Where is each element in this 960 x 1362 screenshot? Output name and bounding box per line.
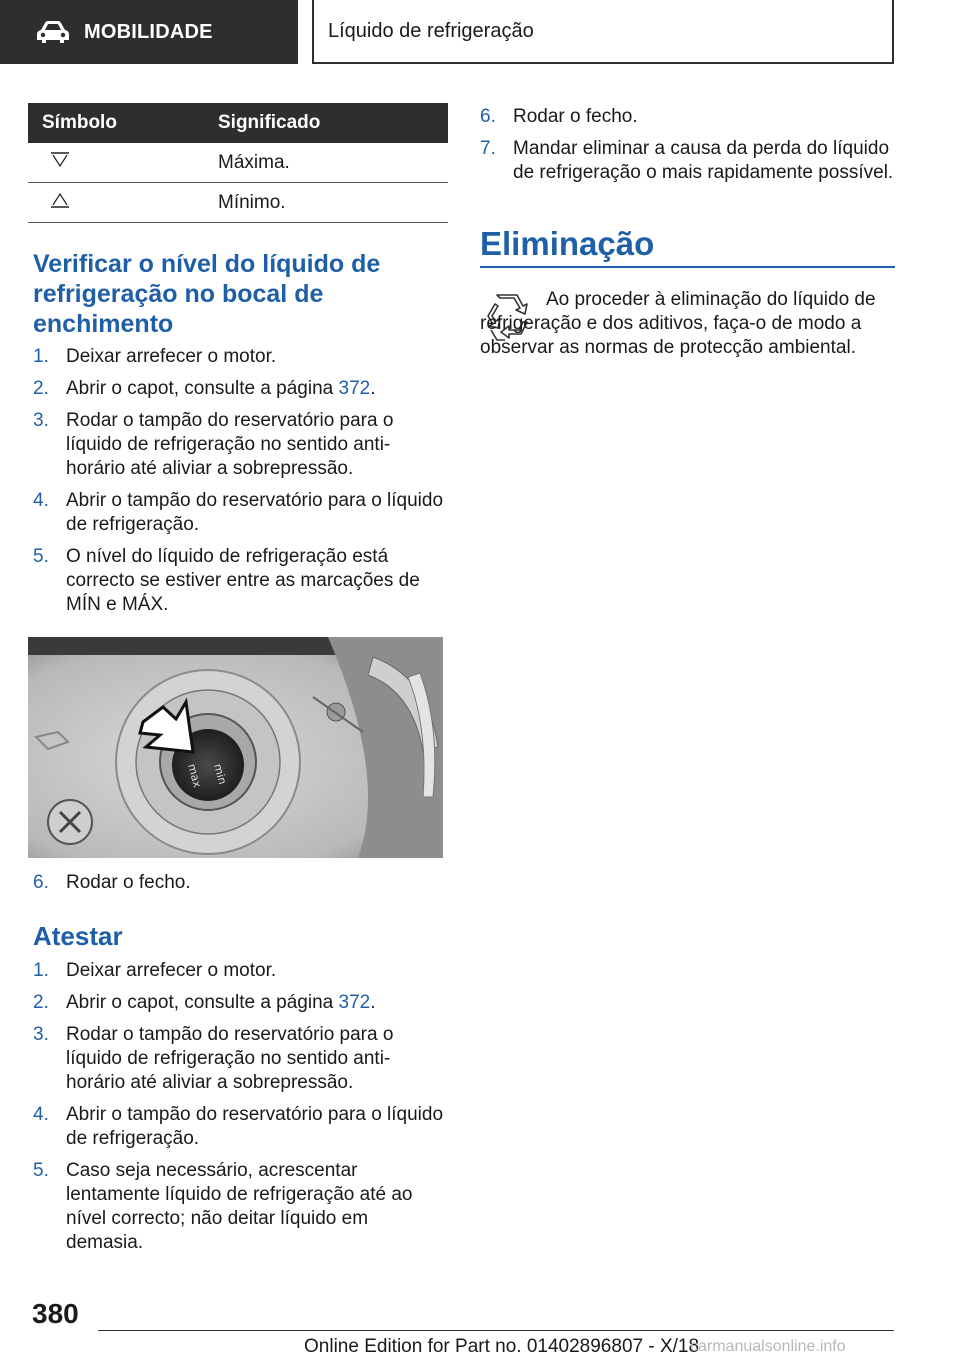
disposal-text: Ao proceder à eliminação do líquido de refrigeração e dos aditivos, faça-o de modo a observar as normas de protecção ambiental. (480, 289, 876, 358)
section-divider (480, 266, 895, 268)
list-item: 5. Caso seja necessário, acrescentar lentamente líquido de refrigeração até ao nível correcto; não deitar líquido em demasia. (33, 1160, 413, 1253)
header-chapter-tab (312, 0, 894, 64)
check-section-title: Verificar o nível do líquido de refrigeração no bocal de enchimento (33, 250, 381, 338)
watermark: carmanualsonline.info (690, 1338, 846, 1355)
page-number: 380 (32, 1298, 79, 1329)
fill-section-title: Atestar (33, 921, 123, 951)
car-icon (36, 20, 70, 44)
fill-steps-list (33, 959, 448, 1263)
list-item: 1. Deixar arrefecer o motor. (33, 960, 277, 981)
list-item: 6. Rodar o fecho. (33, 872, 191, 893)
list-item: 4. Abrir o tampão do reservatório para o líquido de refrigeração. (33, 490, 444, 535)
photo-max-label: max (185, 762, 204, 789)
min-mark-icon (50, 192, 70, 208)
list-item: 5. O nível do líquido de refrigeração está correcto se estiver entre as marcações de MÍN e MÁX. (33, 546, 420, 615)
header-chapter-title: Líquido de refrigeração (328, 19, 534, 42)
footer-edition: Online Edition for Part no. 01402896807 - X/18 (304, 1336, 700, 1357)
fill-steps-list-continued (480, 105, 895, 193)
list-item: 6. Rodar o fecho. (480, 106, 638, 127)
col-meaning-header: Significado (218, 112, 321, 133)
disposal-section-title: Eliminação (480, 225, 655, 262)
list-item: 2. Abrir o capot, consulte a página 372. (33, 378, 376, 399)
col-symbol-header: Símbolo (42, 112, 117, 133)
list-item: 1. Deixar arrefecer o motor. (33, 346, 277, 367)
list-item: 4. Abrir o tampão do reservatório para o líquido de refrigeração. (33, 1104, 444, 1149)
symbol-table (28, 103, 448, 223)
row-meaning: Máxima. (218, 151, 290, 173)
header-section-title: MOBILIDADE (84, 20, 213, 43)
page-link[interactable]: 372 (338, 378, 371, 399)
page-link[interactable]: 372 (338, 992, 371, 1013)
footer-divider (98, 1330, 894, 1331)
list-item: 7. Mandar eliminar a causa da perda do líquido de refrigeração o mais rapidamente possível. (480, 138, 894, 183)
list-item: 3. Rodar o tampão do reservatório para o líquido de refrigeração no sentido anti-horário até aliviar a sobrepressão. (33, 1024, 394, 1093)
coolant-reservoir-photo (28, 637, 443, 858)
header-section-tab (0, 0, 298, 64)
list-item: 3. Rodar o tampão do reservatório para o líquido de refrigeração no sentido anti-horário até aliviar a sobrepressão. (33, 410, 394, 479)
check-steps-list (33, 345, 448, 625)
max-mark-icon (50, 152, 70, 168)
photo-min-label: min (211, 762, 230, 786)
table-row (28, 143, 448, 183)
list-item: 2. Abrir o capot, consulte a página 372. (33, 992, 376, 1013)
symbol-table-header (28, 103, 448, 143)
row-meaning: Mínimo. (218, 191, 286, 213)
table-row (28, 183, 448, 223)
check-steps-list-continued (33, 871, 448, 903)
